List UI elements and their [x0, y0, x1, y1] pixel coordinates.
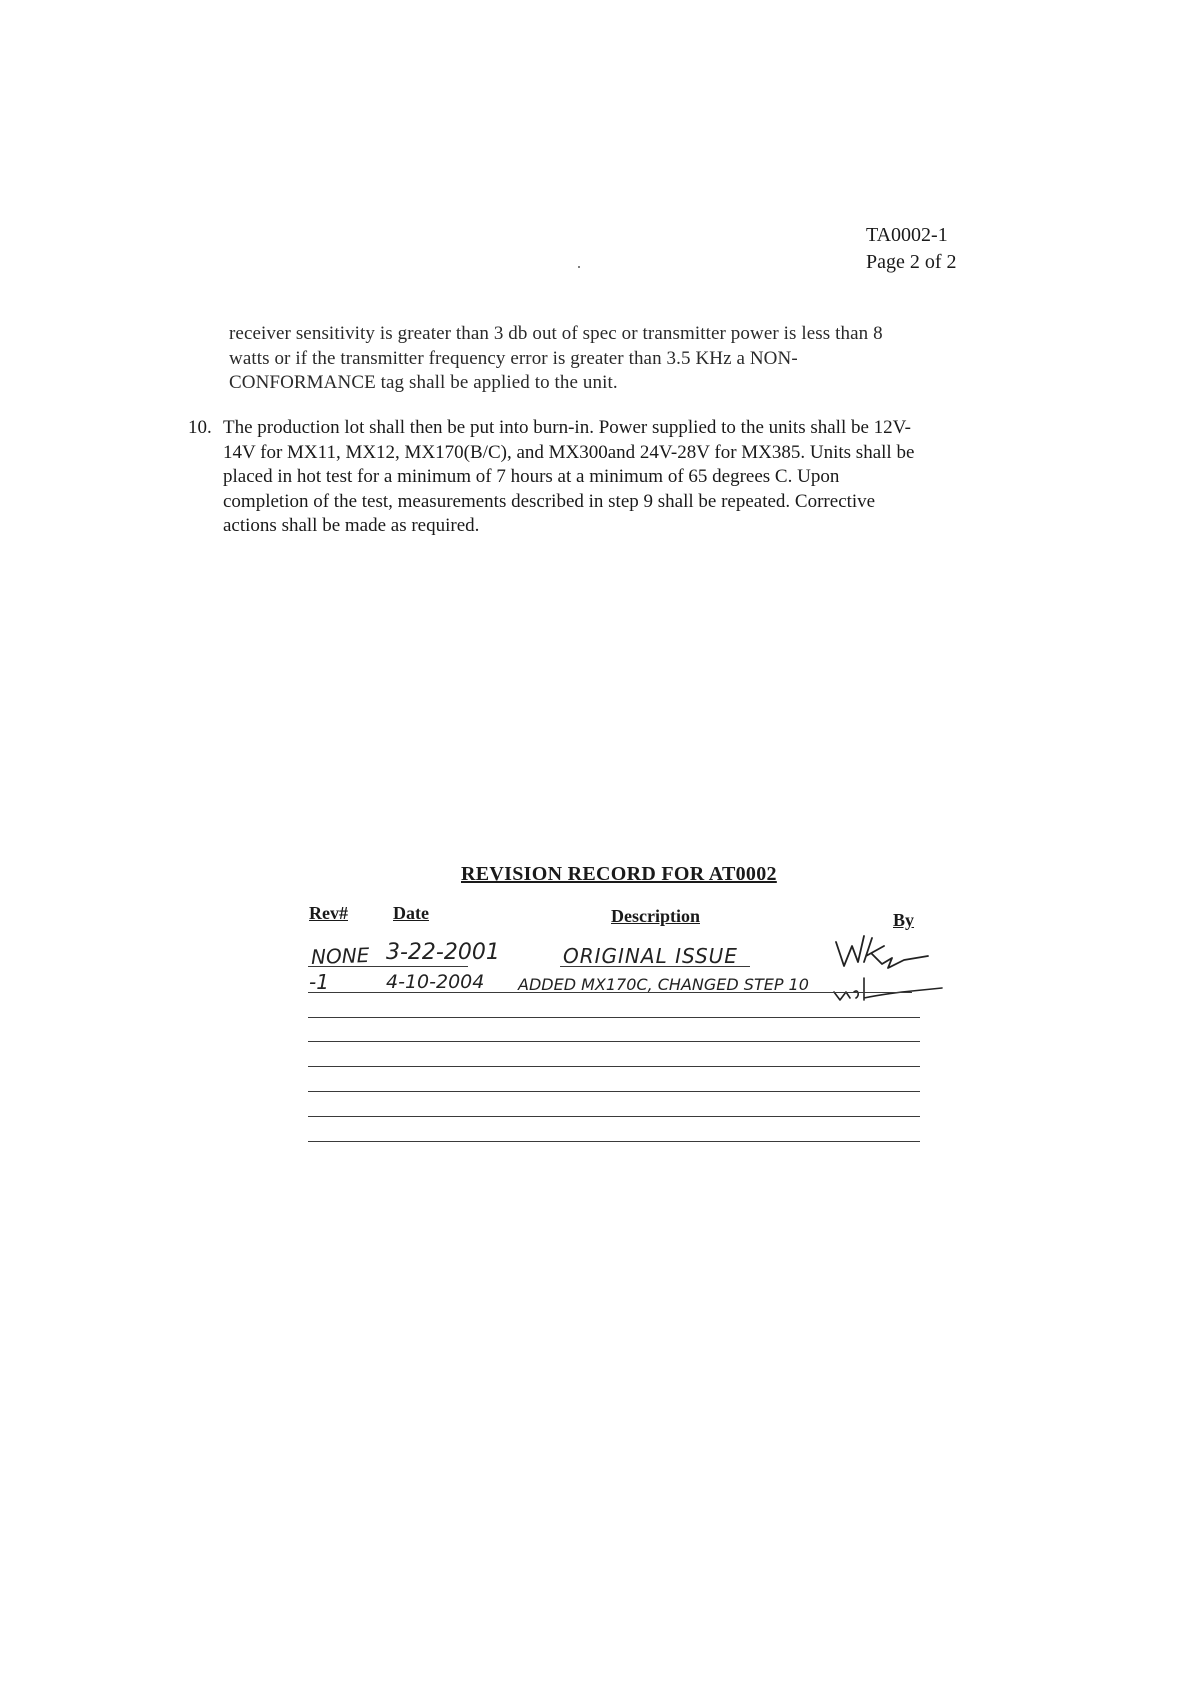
row2-date: 4-10-2004 [386, 971, 485, 993]
table-rule [308, 1091, 920, 1092]
table-rule [308, 1041, 920, 1042]
continuation-line: receiver sensitivity is greater than 3 db out of spec or transmitter power is less than 8 [229, 323, 883, 344]
column-header-rev: Rev# [309, 903, 348, 923]
step-line: completion of the test, measurements described in step 9 shall be repeated. Corrective [223, 490, 876, 512]
page-number: Page 2 of 2 [866, 251, 957, 273]
step-line: 14V for MX11, MX12, MX170(B/C), and MX300and 24V-28V for MX385. Units shall be [223, 441, 915, 463]
row2-initials-signature [830, 970, 960, 1010]
table-rule [308, 992, 912, 993]
continuation-line: watts or if the transmitter frequency error is greater than 3.5 KHz a NON- [229, 347, 798, 369]
step-number: 10. [188, 417, 212, 438]
column-header-description: Description [611, 906, 700, 926]
table-rule [308, 1066, 920, 1067]
scan-speck [578, 266, 580, 268]
row1-rev: NONE [310, 942, 370, 970]
step-line: The production lot shall then be put into burn-in. Power supplied to the units shall be 12V- [223, 417, 911, 438]
table-rule [308, 1116, 920, 1117]
row2-rev: -1 [309, 970, 329, 994]
step-10-paragraph [223, 416, 1029, 539]
table-rule [308, 1017, 920, 1018]
table-rule [308, 1141, 920, 1142]
column-header-date: Date [393, 903, 429, 923]
row1-rev-underline [308, 966, 468, 967]
row1-date: 3-22-2001 [386, 940, 500, 965]
column-header-by: By [893, 910, 915, 930]
revision-record-title: REVISION RECORD FOR AT0002 [461, 863, 777, 885]
document-id-block [866, 222, 957, 276]
row1-description: ORIGINAL ISSUE [563, 944, 738, 968]
row1-desc-underline [560, 966, 750, 967]
continuation-line: CONFORMANCE tag shall be applied to the unit. [229, 372, 618, 393]
step-line: actions shall be made as required. [223, 515, 480, 536]
step-line: placed in hot test for a minimum of 7 hours at a minimum of 65 degrees C. Upon [223, 466, 840, 487]
continuation-paragraph [229, 322, 969, 396]
row2-description: ADDED MX170C, CHANGED STEP 10 [518, 975, 809, 994]
document-number: TA0002-1 [866, 224, 948, 246]
